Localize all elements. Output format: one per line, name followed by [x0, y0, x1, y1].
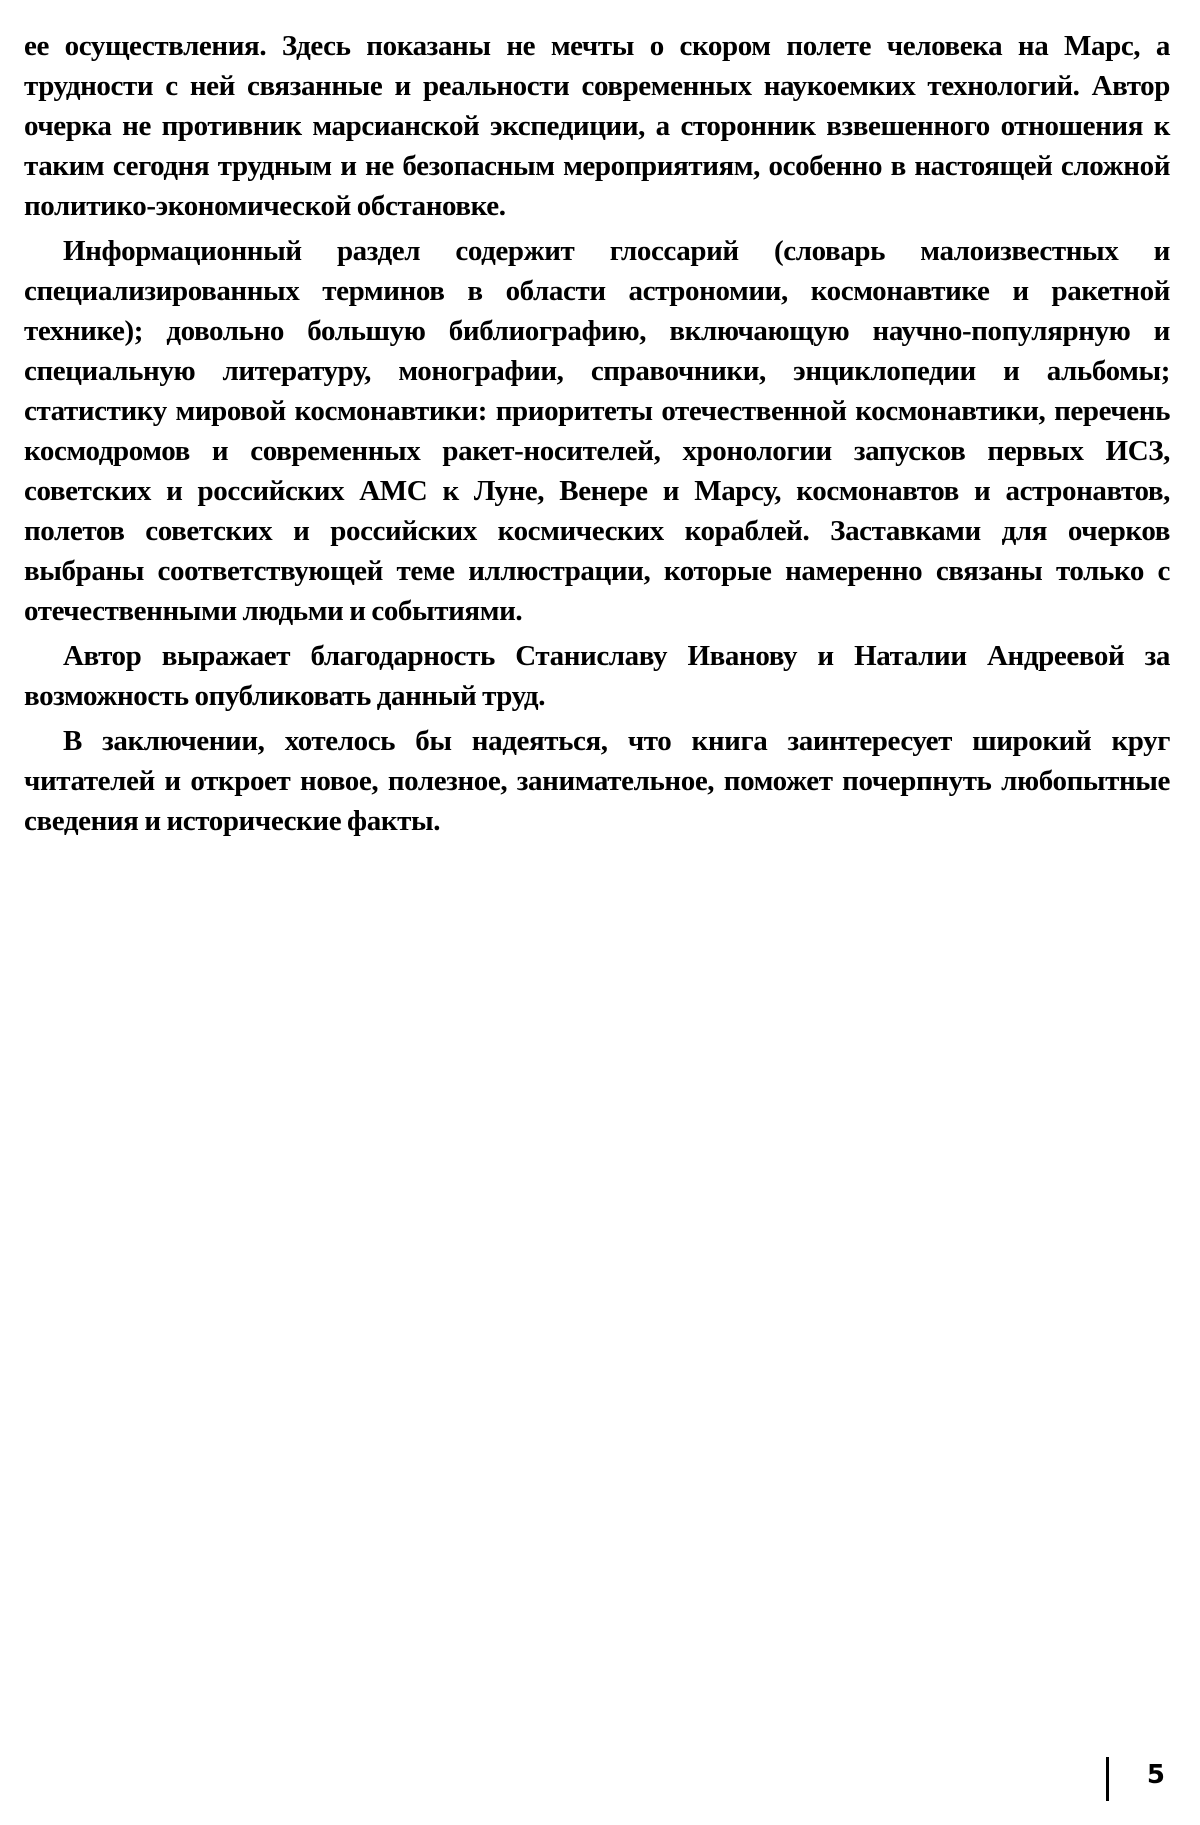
paragraph-information-section: Информационный раздел содержит глоссарий (словарь малоизвестных и специализированных терминов в области астрономии, космонавтике и ракетной технике); довольно большую библиографию, включающую научно-популярную и специальную литературу, монографии, справочники, энциклопедии и альбомы; статистику мировой космонавтики: приоритеты отечественной космонавтики, перечень космодромов и современных ракет-носителей, хронологии запусков первых ИСЗ, советских и российских АМС к Луне, Венере и Марсу, космонавтов и астронавтов, полетов советских и российских космических кораблей. Заставками для очерков выбраны соответствующей теме иллюстрации, которые намеренно связаны только с отечественными людьми и событиями. [24, 235, 1170, 627]
paragraph-continuation: ее осуществления. Здесь показаны не мечты о скором полете человека на Марс, а трудности с ней связанные и реальности современных наукоемких технологий. Автор очерка не противник марсианской экспедиции, а сторонник взвешенного отношения к таким сегодня трудным и не безопасным мероприятиям, особенно в настоящей сложной политико-экономической обстановке. [24, 30, 1170, 222]
paragraph-acknowledgement: Автор выражает благодарность Станиславу Иванову и Наталии Андреевой за возможность опубликовать данный труд. [24, 640, 1170, 712]
page-footer [1106, 1751, 1165, 1799]
page-number: 5 [1146, 1760, 1165, 1790]
footer-divider [1106, 1757, 1109, 1801]
body-text [24, 26, 1170, 846]
paragraph-conclusion: В заключении, хотелось бы надеяться, что книга заинтересует широкий круг читателей и откроет новое, полезное, занимательное, поможет почерпнуть любопытные сведения и исторические факты. [24, 725, 1170, 837]
